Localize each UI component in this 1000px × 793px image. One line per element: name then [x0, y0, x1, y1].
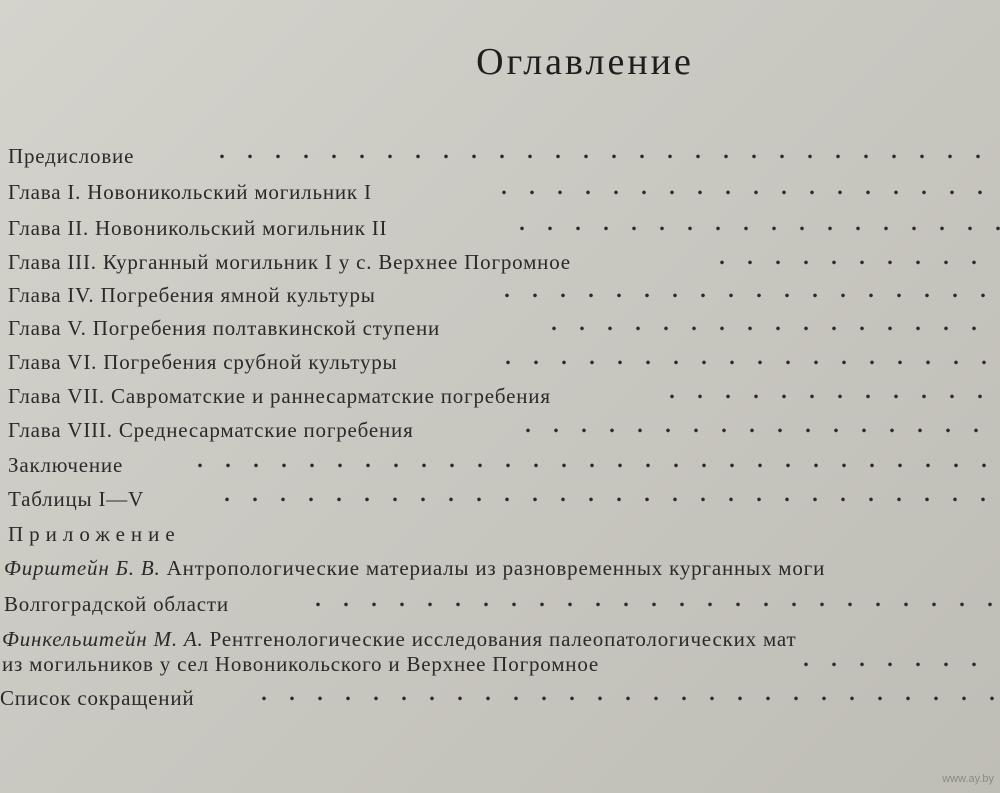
- toc-entry-preface: [8, 144, 1000, 169]
- dot-leader: [250, 686, 1000, 711]
- dot-leader: [208, 144, 1000, 169]
- dot-leader: [540, 316, 1000, 341]
- toc-entry-label: Приложение: [8, 522, 181, 546]
- dot-leader: [304, 592, 1000, 617]
- dot-leader: [213, 487, 1000, 512]
- toc-entry-conclusion: [8, 453, 1000, 478]
- dot-leader: [508, 216, 1000, 241]
- appendix-entry-2: [2, 627, 1000, 652]
- appendix-text: Рентгенологические исследования палеопатологических мат: [209, 627, 797, 651]
- appendix-text: из могильников у сел Новоникольского и Верхнее Погромное: [2, 652, 599, 676]
- toc-entry-label: Таблицы I—V: [8, 487, 145, 511]
- appendix-entry-1-cont: [4, 592, 1000, 617]
- dot-leader: [658, 384, 1000, 409]
- appendix-text: Антропологические материалы из разновременных курганных моги: [166, 556, 826, 580]
- page-title: Оглавление: [476, 41, 694, 83]
- toc-entry-label: Предисловие: [8, 144, 135, 168]
- dot-leader: [493, 283, 1000, 308]
- appendix-author: Финкельштейн М. А.: [2, 627, 204, 651]
- appendix-author: Фирштейн Б. В.: [4, 556, 161, 580]
- toc-entry-label: Глава VI. Погребения срубной культуры: [8, 350, 398, 374]
- toc-entry-label: Глава II. Новоникольский могильник II: [8, 216, 388, 240]
- toc-entry-chapter-1: [8, 180, 1000, 205]
- dot-leader: [186, 453, 1000, 478]
- appendix-entry-2-cont: [2, 652, 1000, 677]
- toc-entry-chapter-3: [8, 250, 1000, 275]
- toc-entry-label: Глава I. Новоникольский могильник I: [8, 180, 372, 204]
- toc-entry-abbreviations: [0, 686, 1000, 711]
- toc-entry-label: Глава III. Курганный могильник I у с. Верхнее Погромное: [8, 250, 571, 274]
- toc-entry-label: Список сокращений: [0, 686, 195, 710]
- toc-entry-appendix: [8, 522, 1000, 547]
- watermark: www.ay.by: [942, 773, 994, 785]
- toc-entry-chapter-8: [8, 418, 1000, 443]
- dot-leader: [514, 418, 1000, 443]
- toc-entry-label: Глава VIII. Среднесарматские погребения: [8, 418, 414, 442]
- dot-leader: [490, 180, 1000, 205]
- appendix-text: Волгоградской области: [4, 592, 229, 616]
- toc-entry-label: Глава V. Погребения полтавкинской ступени: [8, 316, 441, 340]
- toc-entry-chapter-6: [8, 350, 1000, 375]
- dot-leader: [708, 250, 1000, 275]
- dot-leader: [494, 350, 1000, 375]
- toc-entry-chapter-7: [8, 384, 1000, 409]
- toc-entry-chapter-4: [8, 283, 1000, 308]
- toc-entry-label: Заключение: [8, 453, 124, 477]
- toc-entry-chapter-2: [8, 216, 1000, 241]
- appendix-entry-1: [4, 556, 1000, 581]
- toc-entry-label: Глава IV. Погребения ямной культуры: [8, 283, 376, 307]
- toc-entry-chapter-5: [8, 316, 1000, 341]
- toc-entry-label: Глава VII. Савроматские и раннесарматские погребения: [8, 384, 551, 408]
- dot-leader: [792, 652, 1000, 677]
- toc-entry-tables: [8, 487, 1000, 512]
